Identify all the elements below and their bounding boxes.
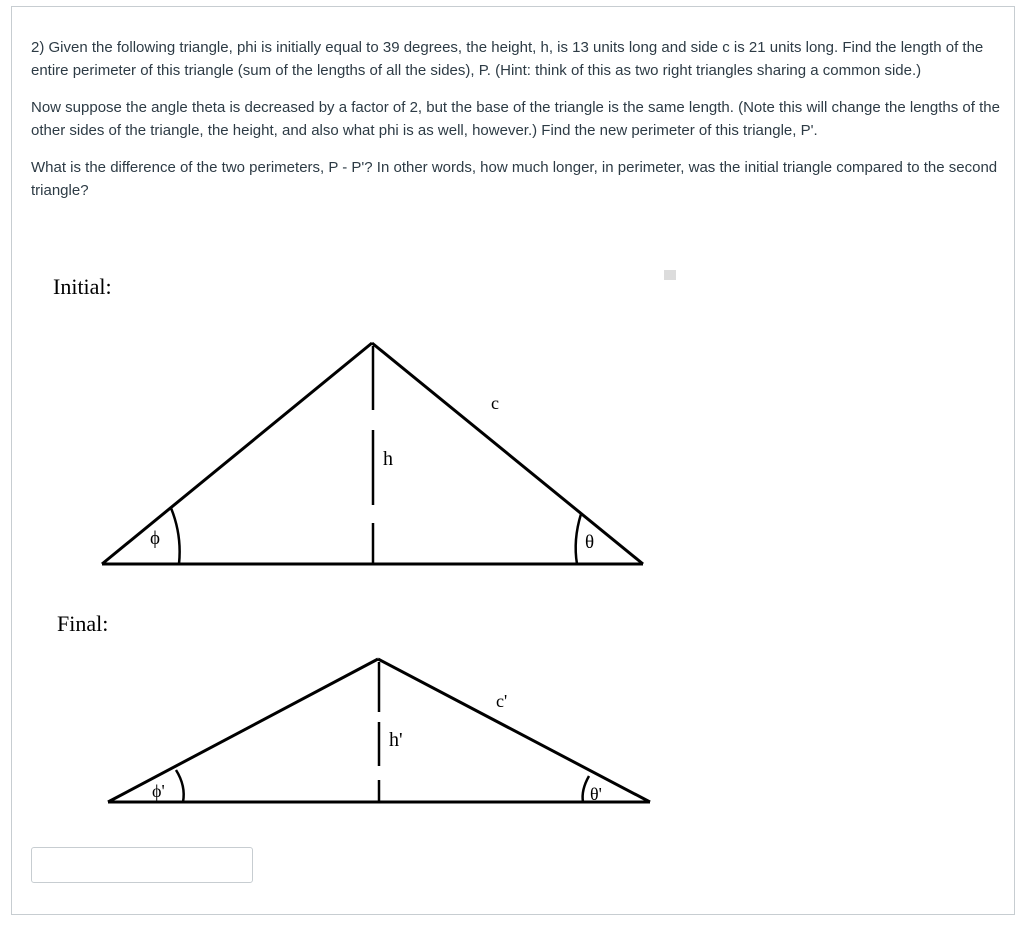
initial-right-angle-arc xyxy=(576,514,581,564)
initial-left-angle-arc xyxy=(171,508,180,564)
final-left-side xyxy=(108,659,378,802)
final-side-label: c' xyxy=(496,691,508,711)
initial-left-angle-label: ϕ xyxy=(150,528,161,549)
initial-left-side xyxy=(102,343,372,564)
question-paragraph-3: What is the difference of the two perimeters, P - P'? In other words, how much longer, in perimeter, was the initial triangle compared to the second triangle? xyxy=(31,159,998,199)
answer-input[interactable] xyxy=(31,847,253,883)
final-side-c-prime xyxy=(378,659,650,802)
question-paragraph-2: Now suppose the angle theta is decreased by a factor of 2, but the base of the triangle is the same length. (Note this will change the lengths of the other sides of the triangle, the height, and also what phi is as well, however.) Find the new perimeter of this triangle, P'. xyxy=(31,99,1000,139)
final-left-angle-label: ϕ' xyxy=(152,781,165,801)
final-triangle xyxy=(108,659,650,802)
final-figure-title: Final: xyxy=(57,611,109,636)
final-height-label: h' xyxy=(389,729,403,751)
final-right-angle-label: θ' xyxy=(590,784,602,804)
initial-right-angle-label: θ xyxy=(585,532,595,553)
initial-height-label: h xyxy=(383,448,393,470)
initial-side-label: c xyxy=(491,393,499,413)
initial-figure-title: Initial: xyxy=(53,274,112,299)
initial-side-c xyxy=(372,343,643,564)
initial-triangle xyxy=(102,343,643,564)
final-right-angle-arc xyxy=(583,776,589,802)
question-paragraph-1: 2) Given the following triangle, phi is initially equal to 39 degrees, the height, h, is 13 units long and side c is 21 units long. Find the length of the entire perimeter of this triangle (sum of the lengths of all the sides), P. (Hint: think of this as two right triangles sharing a common side.) xyxy=(31,39,984,79)
final-left-angle-arc xyxy=(176,770,184,802)
